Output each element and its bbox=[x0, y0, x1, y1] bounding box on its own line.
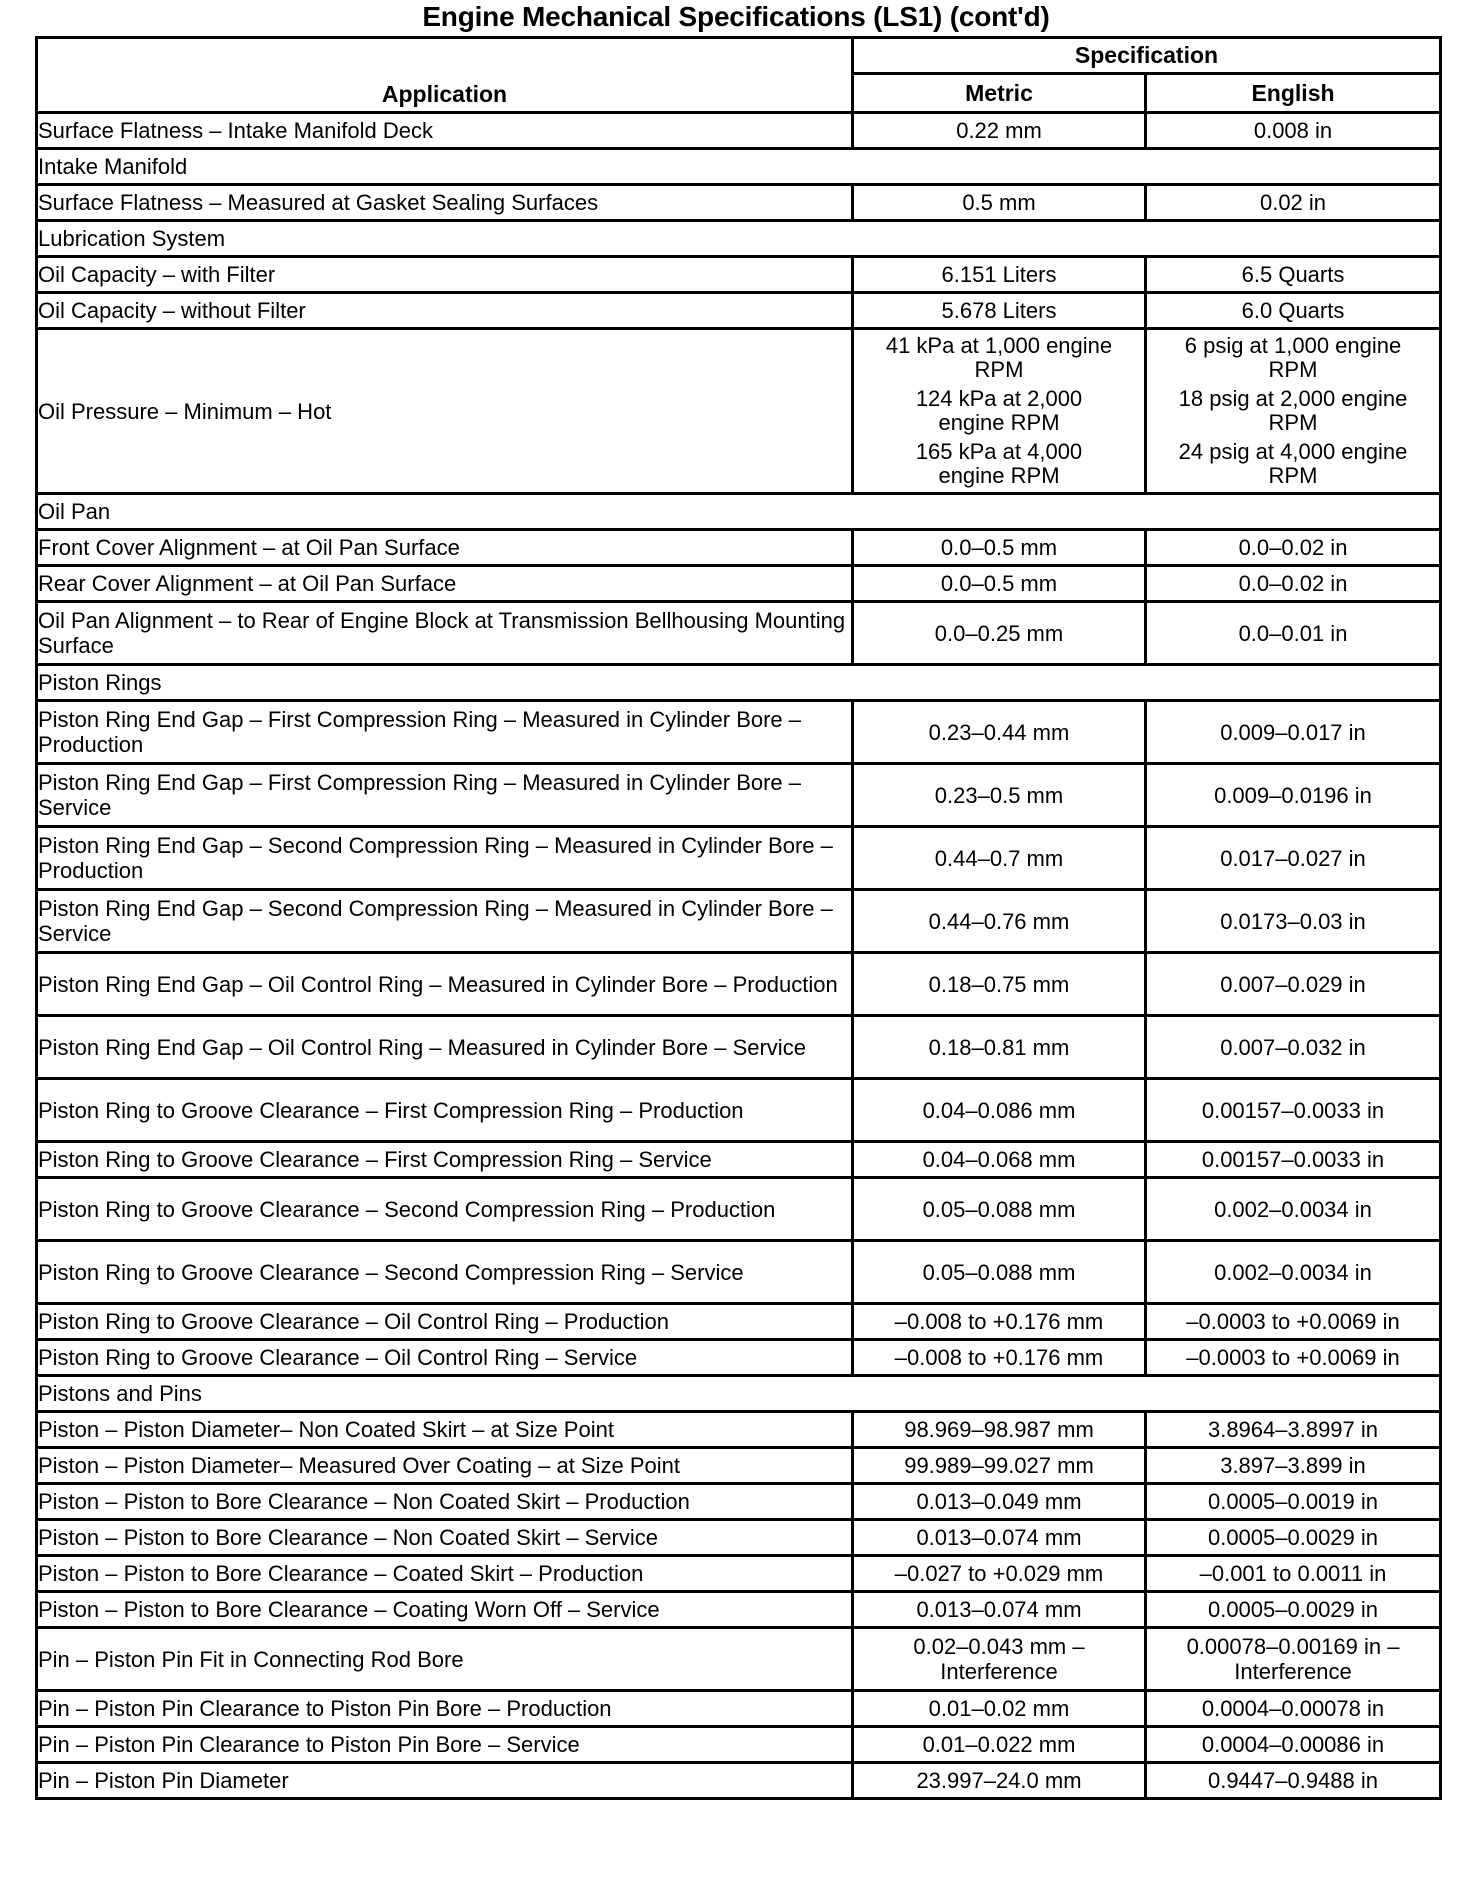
metric-value-cell: 0.18–0.75 mm bbox=[853, 953, 1146, 1016]
english-value-cell: 3.8964–3.8997 in bbox=[1146, 1412, 1441, 1448]
table-row bbox=[37, 1178, 1441, 1241]
metric-value-line: 165 kPa at 4,000 engine RPM bbox=[915, 439, 1083, 488]
metric-value-cell: –0.027 to +0.029 mm bbox=[853, 1556, 1146, 1592]
metric-value-cell bbox=[853, 329, 1146, 494]
section-header-row bbox=[37, 665, 1441, 701]
application-cell: Piston – Piston to Bore Clearance – Coated Skirt – Production bbox=[37, 1556, 853, 1592]
section-header-row bbox=[37, 149, 1441, 185]
metric-value-cell: 6.151 Liters bbox=[853, 257, 1146, 293]
section-header-row bbox=[37, 1376, 1441, 1412]
application-cell: Piston Ring End Gap – Second Compression Ring – Measured in Cylinder Bore – Production bbox=[37, 827, 853, 890]
metric-value-cell: 0.04–0.086 mm bbox=[853, 1079, 1146, 1142]
application-cell: Front Cover Alignment – at Oil Pan Surface bbox=[37, 530, 853, 566]
section-label: Pistons and Pins bbox=[37, 1376, 1441, 1412]
application-cell: Piston Ring to Groove Clearance – Oil Control Ring – Service bbox=[37, 1340, 853, 1376]
metric-value-cell: 0.0–0.25 mm bbox=[853, 602, 1146, 665]
table-row bbox=[37, 1628, 1441, 1691]
section-label: Intake Manifold bbox=[37, 149, 1441, 185]
application-cell: Piston Ring End Gap – Oil Control Ring – Measured in Cylinder Bore – Service bbox=[37, 1016, 853, 1079]
metric-value-cell: 99.989–99.027 mm bbox=[853, 1448, 1146, 1484]
english-value-cell: 0.0004–0.00078 in bbox=[1146, 1691, 1441, 1727]
section-header-row bbox=[37, 494, 1441, 530]
table-row bbox=[37, 1727, 1441, 1763]
metric-value-cell: 0.23–0.44 mm bbox=[853, 701, 1146, 764]
specifications-table bbox=[35, 36, 1442, 1800]
english-value-cell: 0.00157–0.0033 in bbox=[1146, 1142, 1441, 1178]
english-value-line: 6 psig at 1,000 engine RPM bbox=[1184, 333, 1402, 382]
metric-value-cell: 5.678 Liters bbox=[853, 293, 1146, 329]
table-row bbox=[37, 764, 1441, 827]
header-metric: Metric bbox=[853, 74, 1146, 113]
table-row bbox=[37, 1763, 1441, 1799]
english-value-cell: 0.009–0.0196 in bbox=[1146, 764, 1441, 827]
metric-value-line: 41 kPa at 1,000 engine RPM bbox=[885, 333, 1113, 382]
english-value-cell: –0.001 to 0.0011 in bbox=[1146, 1556, 1441, 1592]
english-value-cell: 0.008 in bbox=[1146, 113, 1441, 149]
english-value-cell bbox=[1146, 329, 1441, 494]
table-row bbox=[37, 530, 1441, 566]
metric-value-cell: 0.013–0.049 mm bbox=[853, 1484, 1146, 1520]
table-row bbox=[37, 1412, 1441, 1448]
application-cell: Piston Ring End Gap – First Compression Ring – Measured in Cylinder Bore – Production bbox=[37, 701, 853, 764]
metric-value-line: 124 kPa at 2,000 engine RPM bbox=[915, 386, 1083, 435]
metric-value-cell: –0.008 to +0.176 mm bbox=[853, 1304, 1146, 1340]
table-row bbox=[37, 827, 1441, 890]
english-value-cell: 0.0005–0.0029 in bbox=[1146, 1592, 1441, 1628]
english-value-cell: 3.897–3.899 in bbox=[1146, 1448, 1441, 1484]
english-value-cell: 6.0 Quarts bbox=[1146, 293, 1441, 329]
metric-value-cell: 0.01–0.022 mm bbox=[853, 1727, 1146, 1763]
english-value-cell: 0.009–0.017 in bbox=[1146, 701, 1441, 764]
english-value-cell: –0.0003 to +0.0069 in bbox=[1146, 1304, 1441, 1340]
page-title: Engine Mechanical Specifications (LS1) (cont'd) bbox=[422, 1, 1050, 32]
application-cell: Piston Ring End Gap – Oil Control Ring – Measured in Cylinder Bore – Production bbox=[37, 953, 853, 1016]
metric-value-cell: –0.008 to +0.176 mm bbox=[853, 1340, 1146, 1376]
english-value-line: 18 psig at 2,000 engine RPM bbox=[1178, 386, 1408, 435]
application-cell: Piston – Piston to Bore Clearance – Coating Worn Off – Service bbox=[37, 1592, 853, 1628]
metric-value-cell: 0.02–0.043 mm – Interference bbox=[853, 1628, 1146, 1691]
application-cell: Oil Pressure – Minimum – Hot bbox=[37, 329, 853, 494]
section-label: Lubrication System bbox=[37, 221, 1441, 257]
application-cell: Piston – Piston Diameter– Non Coated Skirt – at Size Point bbox=[37, 1412, 853, 1448]
table-row bbox=[37, 185, 1441, 221]
table-row bbox=[37, 1691, 1441, 1727]
english-value-cell: 0.00078–0.00169 in – Interference bbox=[1146, 1628, 1441, 1691]
english-value-cell: 0.007–0.029 in bbox=[1146, 953, 1441, 1016]
english-value-cell: –0.0003 to +0.0069 in bbox=[1146, 1340, 1441, 1376]
application-cell: Piston Ring to Groove Clearance – Second Compression Ring – Service bbox=[37, 1241, 853, 1304]
english-value-cell: 0.0005–0.0029 in bbox=[1146, 1520, 1441, 1556]
metric-value-cell: 23.997–24.0 mm bbox=[853, 1763, 1146, 1799]
metric-value-cell: 0.013–0.074 mm bbox=[853, 1520, 1146, 1556]
english-value-cell: 0.0173–0.03 in bbox=[1146, 890, 1441, 953]
metric-value-cell: 0.0–0.5 mm bbox=[853, 530, 1146, 566]
english-value-cell: 0.0–0.01 in bbox=[1146, 602, 1441, 665]
application-cell: Piston Ring End Gap – Second Compression Ring – Measured in Cylinder Bore – Service bbox=[37, 890, 853, 953]
section-header-row bbox=[37, 221, 1441, 257]
metric-value-cell: 0.44–0.7 mm bbox=[853, 827, 1146, 890]
application-cell: Rear Cover Alignment – at Oil Pan Surface bbox=[37, 566, 853, 602]
application-cell: Oil Capacity – without Filter bbox=[37, 293, 853, 329]
application-cell: Piston Ring to Groove Clearance – Oil Control Ring – Production bbox=[37, 1304, 853, 1340]
english-value-cell: 0.002–0.0034 in bbox=[1146, 1178, 1441, 1241]
application-cell: Pin – Piston Pin Clearance to Piston Pin Bore – Production bbox=[37, 1691, 853, 1727]
application-cell: Surface Flatness – Intake Manifold Deck bbox=[37, 113, 853, 149]
metric-value-cell: 0.05–0.088 mm bbox=[853, 1178, 1146, 1241]
table-row bbox=[37, 329, 1441, 494]
table-row bbox=[37, 1520, 1441, 1556]
application-cell: Surface Flatness – Measured at Gasket Sealing Surfaces bbox=[37, 185, 853, 221]
section-label: Oil Pan bbox=[37, 494, 1441, 530]
table-row bbox=[37, 890, 1441, 953]
application-cell: Piston – Piston to Bore Clearance – Non Coated Skirt – Service bbox=[37, 1520, 853, 1556]
metric-value-cell: 0.23–0.5 mm bbox=[853, 764, 1146, 827]
application-cell: Piston – Piston to Bore Clearance – Non Coated Skirt – Production bbox=[37, 1484, 853, 1520]
english-value-cell: 0.0005–0.0019 in bbox=[1146, 1484, 1441, 1520]
table-row bbox=[37, 1556, 1441, 1592]
application-cell: Pin – Piston Pin Clearance to Piston Pin Bore – Service bbox=[37, 1727, 853, 1763]
table-row bbox=[37, 701, 1441, 764]
metric-value-cell: 0.18–0.81 mm bbox=[853, 1016, 1146, 1079]
table-row bbox=[37, 1340, 1441, 1376]
english-value-cell: 0.0004–0.00086 in bbox=[1146, 1727, 1441, 1763]
header-specification: Specification bbox=[853, 38, 1441, 74]
metric-value-cell: 0.013–0.074 mm bbox=[853, 1592, 1146, 1628]
table-row bbox=[37, 1484, 1441, 1520]
table-row bbox=[37, 113, 1441, 149]
english-value-line: 24 psig at 4,000 engine RPM bbox=[1178, 439, 1408, 488]
metric-value-cell: 98.969–98.987 mm bbox=[853, 1412, 1146, 1448]
english-value-cell: 0.007–0.032 in bbox=[1146, 1016, 1441, 1079]
table-row bbox=[37, 1079, 1441, 1142]
application-cell: Oil Capacity – with Filter bbox=[37, 257, 853, 293]
application-cell: Pin – Piston Pin Fit in Connecting Rod Bore bbox=[37, 1628, 853, 1691]
metric-value-cell: 0.22 mm bbox=[853, 113, 1146, 149]
application-cell: Oil Pan Alignment – to Rear of Engine Block at Transmission Bellhousing Mounting Surface bbox=[37, 602, 853, 665]
metric-value-cell: 0.0–0.5 mm bbox=[853, 566, 1146, 602]
application-cell: Piston Ring to Groove Clearance – First Compression Ring – Production bbox=[37, 1079, 853, 1142]
table-row bbox=[37, 566, 1441, 602]
table-row bbox=[37, 1592, 1441, 1628]
english-value-cell: 0.002–0.0034 in bbox=[1146, 1241, 1441, 1304]
english-value-cell: 0.0–0.02 in bbox=[1146, 530, 1441, 566]
metric-value-cell: 0.5 mm bbox=[853, 185, 1146, 221]
application-cell: Piston Ring End Gap – First Compression Ring – Measured in Cylinder Bore – Service bbox=[37, 764, 853, 827]
metric-value-cell: 0.01–0.02 mm bbox=[853, 1691, 1146, 1727]
english-value-cell: 0.00157–0.0033 in bbox=[1146, 1079, 1441, 1142]
english-value-cell: 0.017–0.027 in bbox=[1146, 827, 1441, 890]
english-value-cell: 6.5 Quarts bbox=[1146, 257, 1441, 293]
table-row bbox=[37, 953, 1441, 1016]
header-english: English bbox=[1146, 74, 1441, 113]
metric-value-cell: 0.04–0.068 mm bbox=[853, 1142, 1146, 1178]
table-row bbox=[37, 1304, 1441, 1340]
table-row bbox=[37, 1241, 1441, 1304]
table-body bbox=[37, 113, 1441, 1799]
table-row bbox=[37, 602, 1441, 665]
english-value-cell: 0.0–0.02 in bbox=[1146, 566, 1441, 602]
section-label: Piston Rings bbox=[37, 665, 1441, 701]
table-row bbox=[37, 1448, 1441, 1484]
metric-value-cell: 0.05–0.088 mm bbox=[853, 1241, 1146, 1304]
metric-value-cell: 0.44–0.76 mm bbox=[853, 890, 1146, 953]
table-row bbox=[37, 293, 1441, 329]
english-value-cell: 0.9447–0.9488 in bbox=[1146, 1763, 1441, 1799]
application-cell: Piston Ring to Groove Clearance – Second Compression Ring – Production bbox=[37, 1178, 853, 1241]
english-value-cell: 0.02 in bbox=[1146, 185, 1441, 221]
header-application: Application bbox=[37, 38, 853, 113]
application-cell: Piston – Piston Diameter– Measured Over Coating – at Size Point bbox=[37, 1448, 853, 1484]
table-row bbox=[37, 257, 1441, 293]
table-row bbox=[37, 1016, 1441, 1079]
application-cell: Piston Ring to Groove Clearance – First Compression Ring – Service bbox=[37, 1142, 853, 1178]
application-cell: Pin – Piston Pin Diameter bbox=[37, 1763, 853, 1799]
table-row bbox=[37, 1142, 1441, 1178]
